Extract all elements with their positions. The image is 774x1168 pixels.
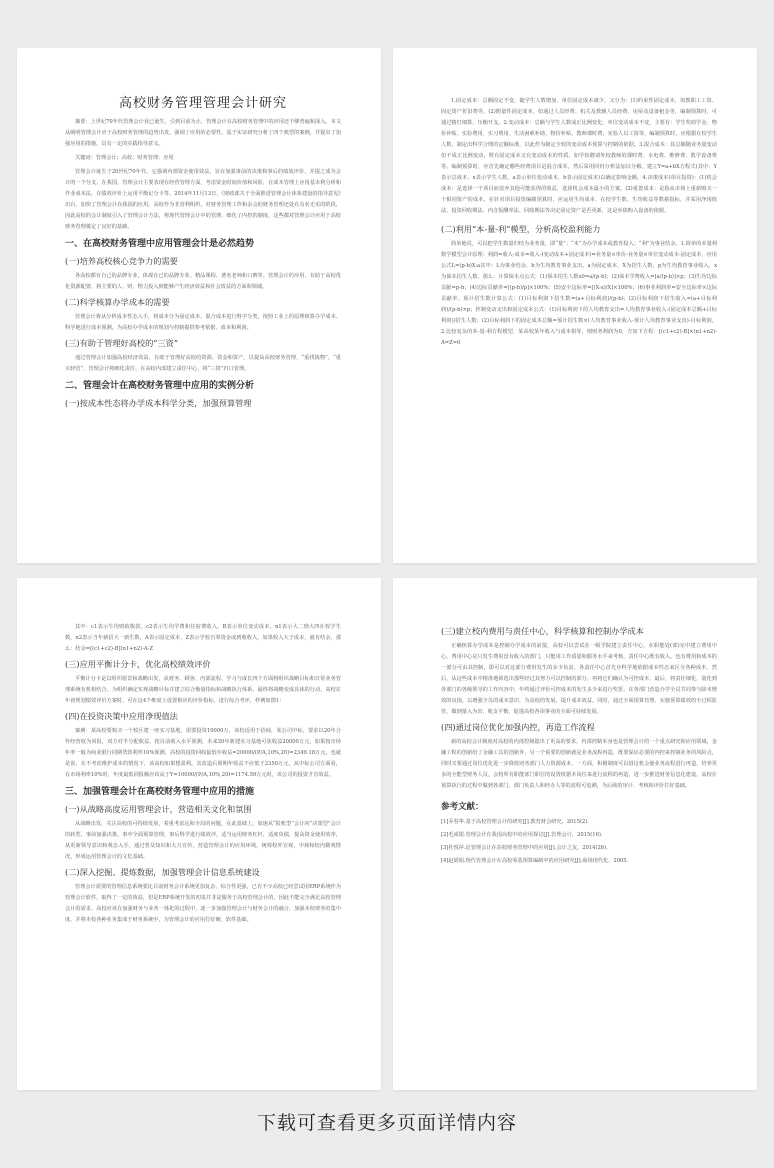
abstract: 摘要：上世纪70年代管理会计业已诞生，引到目前为止，管理会计在高校财务管理中的应用还不够普遍和深入。本文从阐明管理会计应于高校财务管理的趋势出发，强调了应用的必要性，基于实证研究分析了四个典型的案例，并提出了加强应用的措施，具有一定的实践指导意义。 xyxy=(65,119,341,147)
body-paragraph: 管理会计将从分析成本性态入手，将成本分为固定成本、混合成本进行科学分类，按照工业上的原理核算办学成本、科学地进行成本预测，为高校办学成本的规划与控制提供参考依据、成本和利润。 xyxy=(65,314,341,331)
document-page-2 xyxy=(393,48,757,563)
document-page-3 xyxy=(17,578,381,1090)
subsection-heading: (四)通过岗位优化加强内控，再造工作流程 xyxy=(441,722,595,732)
body-paragraph: 其中：c1表示生均财政拨款，c2表示生均学费和住宿费收入，B表示单位变动成本，n1表示大二到大四在校学生数，n2表示当年新招大一新生数，A表示固定成本，Z表示学校自筹资金或到收收入，如果收入大于成本，就有结余，那么：结余=[(c1+c2)-B](n1+n2)-A-Z xyxy=(65,624,341,652)
document-page-1 xyxy=(17,48,381,563)
references-heading: 参考文献： xyxy=(441,802,484,812)
download-more-link[interactable]: 下载可查看更多页面详情内容 xyxy=(256,1112,517,1134)
body-paragraph: 各高校都有自己的品牌专业，体现在已的品牌专业、精品课程、著名老师和口碑等。管理会计的应用，有助于高校优化资源配置，将主要的人、财、物力投入到能够产生经济效益和社会效益的方面和领域。 xyxy=(65,273,341,290)
body-paragraph: 简单地说，可以把学生数量归结为业务量，即“量”；“本”为办学成本或教育投入；“利”为事业结余。1.简单的本量利数学模型会计原理：利润=收入-成本=收入-(变动成本+固定成本)=业务量×单价-业务量×单位变动成本-固定成本，应用公式L=(p-b)X-a其中：L为事业结余，b为生均教育事业支出，a为固定成本，X为招生人数，p为生均教育事业收入，x为保本招生人数，那么：计算保本点公式：(1)保本招生人数x0=a/(p-b)；(2)保本学费收入=[a/(p-b)]×p；(3)生均边际贡献=p-b；(4)边际贡献率=[(p-b)/p]×100%；(5)安全边际率=[(X-x)/X]×100%；(6)事业利润率=安全边际率×边际贡献率。预计招生数计算公式：(1)目标利润下招生数=(a+目标利润)/(p-b)；(2)目标利润下招生收入=(a+目标利润)/(p-b)×p；控制变动支出和固定成本公式：(1)目标利润下的人均教育支出=人均教育事业收入-(固定成本总额+目标利润)/招生人数；(2)目标利润下的固定成本总额=预计招生数×(人均教育事业收入-预计人均教育事业支出)-目标利润。2.比较复杂的本-量-利方程模型，某高校某年收入与成本相等，则财务利润为0，方如下方程：[(c1+c2)-B]×(n1+n2)-A=Z=0 xyxy=(441,241,717,346)
document-title: 高校财务管理管理会计研究 xyxy=(118,96,287,111)
body-paragraph: 新的高校会计制度对高校的内部控制提出了更高的要求，内部控制本身也是管理会计的一个重点研究和应用领域，金融工程的创新给了金融工具的创新外，另一个重要的创新就是业务流程再造，既要保证必要的内控来控制业务的风险点，同时又要通过岗位优化进一步降低财务部门人力资源成本，一方面，积极制度可以借这机会使业务流程进行再造，培养更多的全能型财务人员，会将所有职能部门职位的设置依据本岗位来进行流程的再造，进一步推进财务信息化建设，高校在预算执行的过程中做到各部门、部门负责人和经办人等的流程可追溯，为后续的审计、考核和评价打好基础。 xyxy=(441,739,717,789)
section-heading: 一、在高校财务管理中应用管理会计是必然趋势 xyxy=(65,239,255,249)
subsection-heading: (一)按成本性态将办学成本科学分类，加强预算管理 xyxy=(65,398,252,408)
body-paragraph: 从战略出发，关注高校的可持续发展，着重考虑远和全局的问题，在此基础上，加速从“报账型”会计向“决策型”会计的转型，事前加强决策，事中全面预算管理，事后科学进行绩效评，适当运用财务杠杆，适度负债，提高资金使用效率，从更新领导意识和观念入手，通过普及知识和大力宣传，营造管理会计的应用环境，统筹校外宣观，中观和校内微观情况，形成运用管理会计的文化基础。 xyxy=(65,821,341,860)
body-paragraph: 平衡计分卡是以组织愿景和战略出发，从财务、顾客、内部流程、学习与成长四个方面将组织战略目标和日常业务管理系统有机相结合。为组织确定实现战略目标并建立综合衡量指标和战略执行体系。最终将战略变成具体的行动。高校在年初规划绩效评价方案时，可在这4个维度上设置相应的评价指标，进行综合考评，样例如图1： xyxy=(65,676,341,704)
intro-paragraph: 管理会计诞生于20世纪70年代，它强调内部资金使用效益，旨在加强事前的决策和事后的绩效评价，并提之成为会计的一个分支。在我国，管理会计主要表现在经营管理方面，考虑资金时间价值和风险，在成本管理上应用基本利分析和作业成本法，在绩效评价上运用平衡记分卡等。2014年11月13日，《财政部关于全面推进管理会计体系建设的指导意见》出台，加快了管理会计在我国的应用。高校作为非营利组织，对财务管理工作和余会的财务管理还处在有名无实的阶段，因此高校的会计制度引入了管理会计方法，将现代管理会计中的管理、细化了内控的制度，这些都对管理会计应用于高校财务管理奠定了良好的基础。 xyxy=(65,169,341,230)
subsection-heading: (二)深入挖掘、提炼数据，加强管理会计信息系统建设 xyxy=(65,867,260,877)
reference-item: [1]乔春华.基于高校管理会计的研究[J].教育财会研究，2015(2). xyxy=(441,819,589,825)
body-paragraph: 通过管理会计加强高校经济效益，有助于管理好高校的资源、资金和资产，以提高高校财务管理、“重找钱物”、“重买轻管”、管理会计将细化责任，在高校内部建立责任中心，将“三资”归口管理。 xyxy=(65,355,341,372)
subsection-heading: (四)在投资决策中应用净现值法 xyxy=(65,711,178,721)
subsection-heading: (三)有助于管理好高校的“三资” xyxy=(65,338,179,348)
subsection-heading: (二)科学核算办学成本的需要 xyxy=(65,297,170,307)
subsection-heading: (二)利用“本-量-利”模型，分析高校盈利能力 xyxy=(441,224,601,234)
body-paragraph: 1.固定成本：总额固定不变，随学生人数增加，单位固定成本减少，又分为：(1)约束性固定成本，如教职工工资、固定资产折旧费等。(2)酌量性固定成本，如通过人员经费、机关及教辅人员经费、房屋及设备租金等，编制预算时，可通过精打细算，压缩开支。2.变动成本：总额与学生人数成正比例变化，单位变动成本不变，主要有：学生奖助学金、物价补贴、实验费用、实习费用、生活困难补助、物价补贴、教师课时费、实验人员工资等，编制预算时，应根据在校学生人数，制定出科学合理的定额标准，以此作为制定全校的变动成本预算与控制的依据。3.混合成本：其总额随业务量变动但不成正比例变动，既有固定成本又有变动成本的性质，如学校聘请外校教师的课时费、水电费、维修费、教学设备费等。编制预算时，应首先确定哪些经费项目是混合成本，然后采用回归分析法加以分解，建立Y=a+bX方程式(其中：Y表示总成本，x表示学生人数，a表示单位变动成本，b表示固定成本)以确定影响金额。4.决策成本(项目投资)：(1)机会成本：是选择一个项目而放弃其他可能获得的收益，选择机会成本最小的方案。(2)重置成本：是指从市场上重新购买一个相同资产的成本。在针对项目投资编制预算时，应运用生均成本、在校学生数、生均收益等数据指标，并采用净现值法、投资回收期法、内含报酬率法、回收期法等决定固定资产是否更新，这是举债购入设备的依据。 xyxy=(441,98,717,214)
section-heading: 三、加强管理会计在高校财务管理中应用的措施 xyxy=(65,787,255,797)
document-page-4 xyxy=(393,578,757,1090)
subsection-heading: (一)培养高校核心竞争力的需要 xyxy=(65,256,178,266)
reference-item: [2]毛成银.管理会计在我国高校中的应用探讨[J].管理会计，2015(16). xyxy=(441,832,603,838)
body-paragraph: 案例：某高校要购买一个校区建一座实习基地，需要投资10000万，该校适用于招商，某公司中标，要求以20年合作经营权为回报，双方对半分配收益，按目前收入水平预测，未来20年新建实习基地可获收益20000万元，如果按市场年率一般为商业银行同期贷款利率10%预测，高校的投资回收最低年收益=20000/(P/A,10%,20)=2349.18万元，也就是说，在不考虑维护成本的情况下，该高校如果想盈利，其改造后预期年收益不应低于2350万元，从中标公司方面看，在市场利率10%时，年度最低回报额应该高于Y=10000/(P/A,10%,20)=1174.59万元时，该公司的投资才有效益。 xyxy=(65,728,341,778)
reference-item: [3]杜悦萍.论管理会计在高校财务管理中的应用[J].会计之友，2014(26). xyxy=(441,845,608,851)
body-paragraph: 管理会计需要的管理信息系统要比目前财务会计系统更加复杂，综合性更强，已有不少高校已经尝试用ERP系统作为管理会计软件，取得了一定的效益，但是ERP系统开发的初衷并非是服务于高校管理会计的，因此不能完全满足高校管理会计的需求，高校应该在加强财务与业务一体化的过程中，逐一步加强管理会计与财务会计的融合，加强本校财务的集中度，并将本校各种业务集成于财务系统中，为管理会计的应用打好硬、软件基础。 xyxy=(65,884,341,923)
section-heading: 二、管理会计在高校财务管理中应用的实例分析 xyxy=(65,381,255,391)
reference-item: [4]赵娟娟.现代管理会计在高校零基预算编制中的应用研究[J].商场现代化，2005. xyxy=(441,858,629,864)
subsection-heading: (一)从战略高度运用管理会计，营造相关文化和氛围 xyxy=(65,804,252,814)
subsection-heading: (三)建立校内费用与责任中心，科学核算和控制办学成本 xyxy=(441,626,644,636)
keywords: 关键词：管理会计；高校；财务管理；应用 xyxy=(75,155,174,161)
subsection-heading: (三)应用平衡计分卡，优化高校绩效评价 xyxy=(65,659,211,669)
body-paragraph: 正确核算办学成本是控制办学成本的前提，高校可以尝试在一级学院建立责任中心，在职能处(部)室中建立费用中心，费用中心是只发生费用没有收入的部门，只能用工作质量和服务水平来考核，责任中心既有收入，也有费用和成本的一部分可由其控制，即可以对这部分费用发生的多少负责，各责任中心首先应科学地依据成本性态来区分各种成本，然后，从这些成本中精准地筛选出那些经过其努力可以控制的部分，再将它们确认为可控成本，最后，将责任细化，量化到各部门的各级领导的工作内容中，年终通过评价可控成本的发生多少来进行奖惩，在各部门营造办学全员共同参与降本增效的氛围，以增强全员的成本意识，为高校的发展，提升成本效益，同时，通过全面预算管理、实施预算绩效的全过程监管，做到量入为出，收支平衡，促进高校各项事业的全面可持续发展。 xyxy=(441,643,717,715)
